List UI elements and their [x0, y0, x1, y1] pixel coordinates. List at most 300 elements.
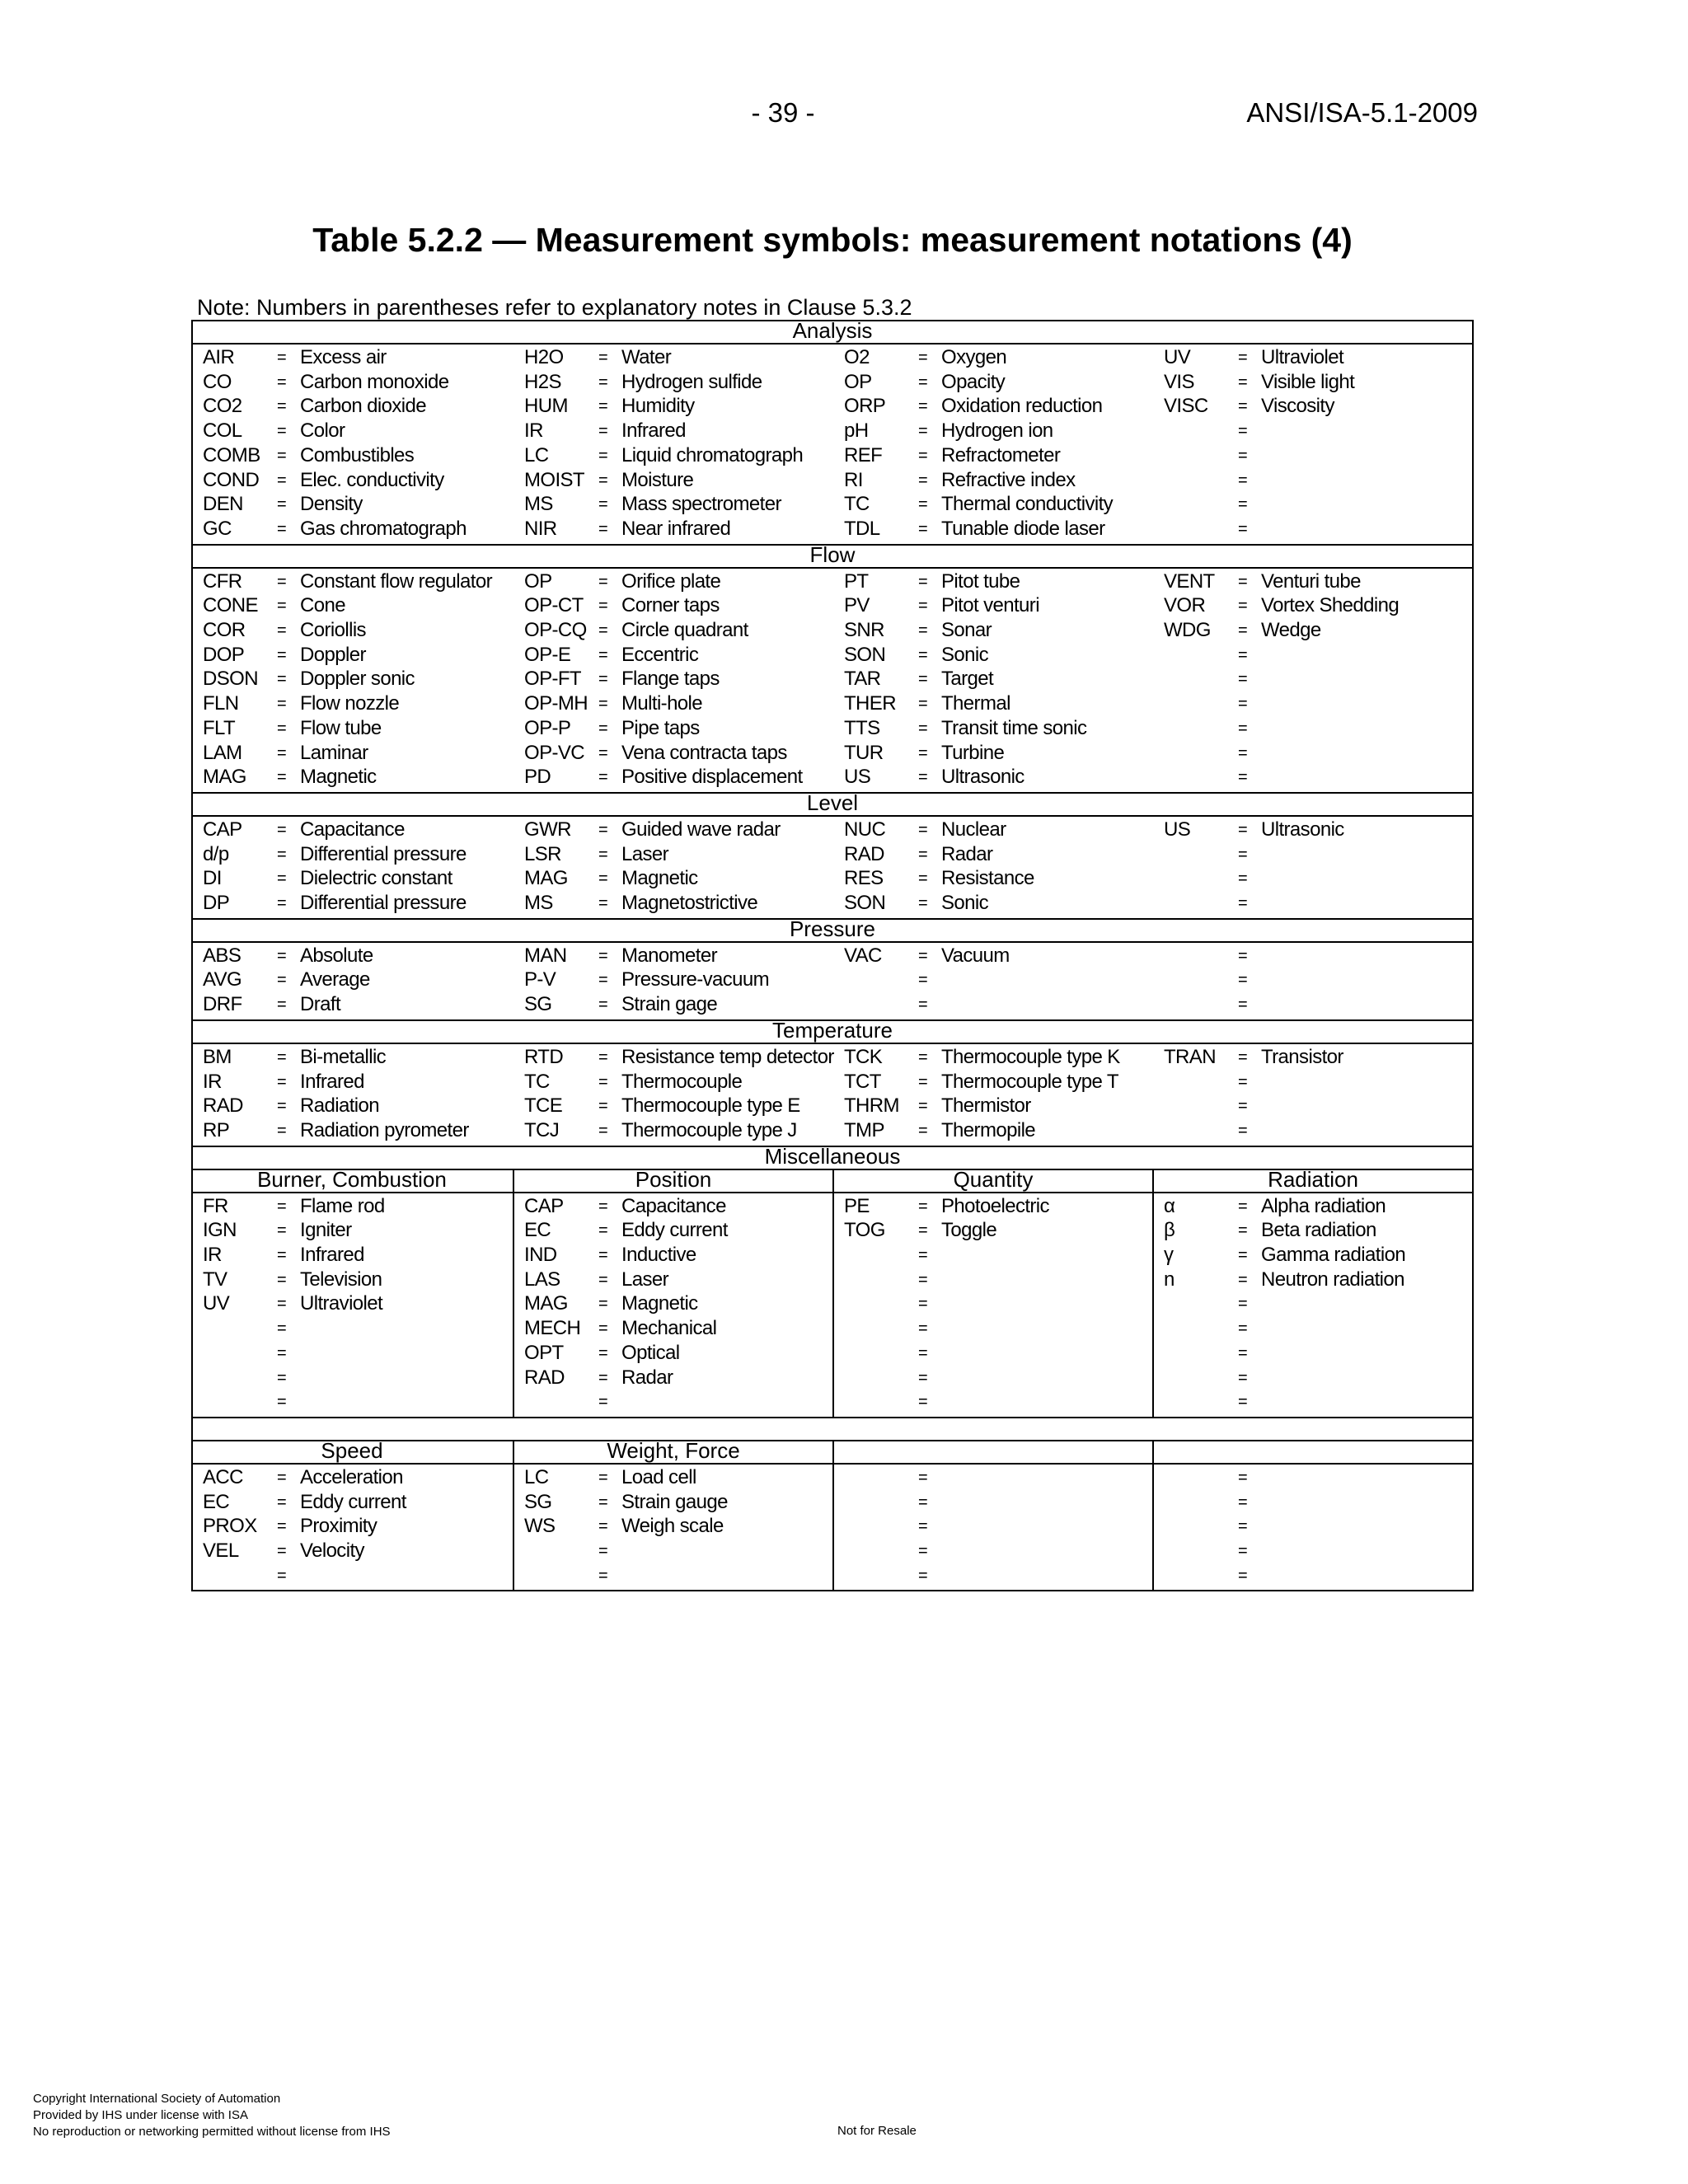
column-divider [513, 1169, 514, 1417]
notation-description: Coriollis [300, 619, 366, 641]
equals-sign: = [918, 695, 928, 714]
notation-abbreviation: PD [524, 766, 551, 789]
notation-abbreviation: TTS [844, 716, 880, 739]
equals-sign: = [1238, 519, 1248, 538]
notation-abbreviation: RTD [524, 1045, 564, 1068]
notation-abbreviation: IGN [203, 1219, 237, 1242]
notation-description: Doppler sonic [300, 668, 415, 691]
notation-description: Visible light [1261, 370, 1355, 393]
equals-sign: = [918, 1221, 928, 1240]
notation-abbreviation: MOIST [524, 468, 584, 491]
equals-sign: = [1238, 1517, 1248, 1536]
notation-abbreviation: MECH [524, 1317, 581, 1340]
notation-abbreviation: TCE [524, 1094, 563, 1118]
notation-description: Magnetic [621, 867, 698, 890]
notation-description: Flow tube [300, 716, 382, 739]
equals-sign: = [277, 645, 287, 664]
equals-sign: = [598, 1221, 608, 1240]
equals-sign: = [277, 1072, 287, 1091]
equals-sign: = [277, 1197, 287, 1216]
notation-description: Pitot tube [941, 569, 1020, 593]
equals-sign: = [1238, 572, 1248, 591]
equals-sign: = [598, 971, 608, 990]
equals-sign: = [1238, 349, 1248, 367]
notation-abbreviation: CAP [203, 818, 242, 841]
notation-abbreviation: CO2 [203, 395, 242, 418]
notation-description: Orifice plate [621, 569, 721, 593]
notation-description: Ultrasonic [1261, 818, 1344, 841]
equals-sign: = [598, 471, 608, 490]
notation-abbreviation: TCK [844, 1045, 883, 1068]
equals-sign: = [598, 519, 608, 538]
equals-sign: = [598, 869, 608, 888]
notation-description: Elec. conductivity [300, 468, 444, 491]
notation-abbreviation: REF [844, 443, 883, 466]
notation-abbreviation: TC [524, 1070, 550, 1093]
section-header: Temperature [772, 1017, 893, 1043]
equals-sign: = [598, 946, 608, 965]
equals-sign: = [277, 946, 287, 965]
equals-sign: = [1238, 1047, 1248, 1066]
notation-abbreviation: MAN [524, 944, 567, 967]
equals-sign: = [1238, 645, 1248, 664]
notation-description: Humidity [621, 395, 695, 418]
equals-sign: = [277, 495, 287, 514]
equals-sign: = [277, 1295, 287, 1314]
notation-abbreviation: IR [203, 1070, 222, 1093]
notation-description: Hydrogen sulfide [621, 370, 762, 393]
equals-sign: = [277, 1270, 287, 1289]
notation-abbreviation: H2S [524, 370, 561, 393]
equals-sign: = [918, 1343, 928, 1362]
equals-sign: = [598, 645, 608, 664]
equals-sign: = [1238, 471, 1248, 490]
notation-description: Radar [621, 1366, 673, 1389]
equals-sign: = [918, 397, 928, 416]
notation-abbreviation: ACC [203, 1465, 243, 1488]
notation-description: Thermocouple type E [621, 1094, 800, 1118]
equals-sign: = [918, 1047, 928, 1066]
equals-sign: = [1238, 1197, 1248, 1216]
equals-sign: = [277, 1097, 287, 1116]
notation-abbreviation: FR [203, 1194, 228, 1217]
equals-sign: = [918, 1393, 928, 1412]
notation-description: Capacitance [300, 818, 405, 841]
notation-description: Circle quadrant [621, 619, 748, 641]
equals-sign: = [918, 373, 928, 391]
notation-description: Differential pressure [300, 892, 467, 914]
notation-description: Strain gage [621, 993, 718, 1016]
equals-sign: = [598, 1072, 608, 1091]
notation-abbreviation: SON [844, 643, 886, 666]
equals-sign: = [277, 621, 287, 640]
notation-abbreviation: VENT [1164, 569, 1215, 593]
equals-sign: = [918, 349, 928, 367]
notation-description: Water [621, 346, 672, 368]
notation-abbreviation: IR [203, 1244, 222, 1266]
equals-sign: = [598, 1493, 608, 1511]
notation-abbreviation: MAG [203, 766, 246, 789]
notation-abbreviation: RES [844, 867, 884, 890]
notation-abbreviation: RAD [524, 1366, 565, 1389]
notation-description: Transistor [1261, 1045, 1343, 1068]
equals-sign: = [1238, 1121, 1248, 1140]
equals-sign: = [1238, 621, 1248, 640]
notation-abbreviation: VIS [1164, 370, 1194, 393]
equals-sign: = [918, 1270, 928, 1289]
notation-abbreviation: TAR [844, 668, 881, 691]
notation-abbreviation: PT [844, 569, 869, 593]
equals-sign: = [277, 1493, 287, 1511]
notation-abbreviation: MAG [524, 1292, 568, 1315]
notation-abbreviation: GC [203, 517, 232, 540]
equals-sign: = [598, 1468, 608, 1487]
notation-abbreviation: COMB [203, 443, 260, 466]
column-divider [832, 1440, 834, 1591]
notation-abbreviation: DEN [203, 493, 243, 516]
notation-description: Near infrared [621, 517, 731, 540]
notation-abbreviation: PE [844, 1194, 870, 1217]
notation-abbreviation: OP [844, 370, 872, 393]
equals-sign: = [277, 845, 287, 864]
notation-description: Combustibles [300, 443, 415, 466]
notation-description: Alpha radiation [1261, 1194, 1386, 1217]
equals-sign: = [918, 845, 928, 864]
equals-sign: = [918, 894, 928, 912]
equals-sign: = [598, 1517, 608, 1536]
notation-description: Capacitance [621, 1194, 726, 1217]
equals-sign: = [918, 971, 928, 990]
notation-description: Thermocouple type K [941, 1045, 1120, 1068]
notation-description: Gamma radiation [1261, 1244, 1406, 1266]
notation-description: Differential pressure [300, 842, 467, 865]
equals-sign: = [277, 519, 287, 538]
notation-table [191, 320, 1474, 1591]
notation-abbreviation: NUC [844, 818, 886, 841]
equals-sign: = [598, 719, 608, 738]
notation-description: Flame rod [300, 1194, 385, 1217]
equals-sign: = [598, 1368, 608, 1387]
notation-description: Resistance [941, 867, 1034, 890]
notation-description: Hydrogen ion [941, 419, 1053, 443]
equals-sign: = [598, 349, 608, 367]
notation-description: Sonic [941, 643, 989, 666]
equals-sign: = [277, 1542, 287, 1560]
copyright-footer [33, 2091, 391, 2140]
notation-abbreviation: SNR [844, 619, 884, 641]
equals-sign: = [918, 495, 928, 514]
notation-abbreviation: CFR [203, 569, 242, 593]
section-header: Level [806, 790, 859, 815]
notation-abbreviation: DSON [203, 668, 258, 691]
equals-sign: = [1238, 1343, 1248, 1362]
notation-abbreviation: OP-VC [524, 741, 585, 764]
notation-abbreviation: WDG [1164, 619, 1211, 641]
equals-sign: = [918, 446, 928, 465]
equals-sign: = [918, 621, 928, 640]
section-header: Analysis [792, 318, 873, 343]
column-divider [1152, 1169, 1154, 1417]
equals-sign: = [918, 768, 928, 787]
equals-sign: = [598, 743, 608, 762]
notation-description: Positive displacement [621, 766, 803, 789]
notation-abbreviation: OP-E [524, 643, 571, 666]
notation-description: Infrared [621, 419, 686, 443]
notation-description: Laser [621, 1268, 669, 1291]
equals-sign: = [1238, 1542, 1248, 1560]
equals-sign: = [277, 1343, 287, 1362]
equals-sign: = [277, 1368, 287, 1387]
notation-description: Sonic [941, 892, 989, 914]
notation-abbreviation: RAD [203, 1094, 243, 1118]
equals-sign: = [598, 572, 608, 591]
equals-sign: = [277, 471, 287, 490]
equals-sign: = [598, 621, 608, 640]
notation-abbreviation: AVG [203, 968, 242, 991]
notation-description: Magnetic [300, 766, 377, 789]
equals-sign: = [598, 397, 608, 416]
not-for-resale-label: Not for Resale [837, 2124, 917, 2138]
notation-abbreviation: RAD [844, 842, 884, 865]
equals-sign: = [277, 996, 287, 1015]
equals-sign: = [277, 1393, 287, 1412]
equals-sign: = [1238, 1221, 1248, 1240]
notation-description: Mechanical [621, 1317, 717, 1340]
standard-reference: ANSI/ISA-5.1-2009 [1246, 97, 1478, 128]
equals-sign: = [1238, 1319, 1248, 1338]
notation-description: Flange taps [621, 668, 720, 691]
notation-abbreviation: NIR [524, 517, 557, 540]
notation-description: Optical [621, 1341, 680, 1364]
equals-sign: = [1238, 495, 1248, 514]
notation-description: Beta radiation [1261, 1219, 1376, 1242]
notation-abbreviation: FLN [203, 692, 239, 715]
equals-sign: = [1238, 946, 1248, 965]
notation-abbreviation: THER [844, 692, 896, 715]
notation-description: Inductive [621, 1244, 696, 1266]
notation-description: Transit time sonic [941, 716, 1087, 739]
notation-abbreviation: BM [203, 1045, 232, 1068]
equals-sign: = [918, 869, 928, 888]
notation-description: Thermopile [941, 1118, 1036, 1141]
notation-description: Eccentric [621, 643, 699, 666]
notation-abbreviation: OPT [524, 1341, 564, 1364]
notation-abbreviation: US [1164, 818, 1191, 841]
notation-description: Manometer [621, 944, 717, 967]
equals-sign: = [277, 572, 287, 591]
notation-description: Velocity [300, 1540, 364, 1562]
equals-sign: = [277, 446, 287, 465]
section-header: Flow [809, 541, 856, 567]
notation-abbreviation: MAG [524, 867, 568, 890]
equals-sign: = [598, 768, 608, 787]
table-border-right [1472, 320, 1474, 1590]
notation-abbreviation: MS [524, 892, 553, 914]
equals-sign: = [1238, 719, 1248, 738]
equals-sign: = [1238, 971, 1248, 990]
notation-abbreviation: ORP [844, 395, 886, 418]
equals-sign: = [918, 1072, 928, 1091]
equals-sign: = [1238, 820, 1248, 839]
subsection-header: Weight, Force [607, 1437, 740, 1463]
notation-abbreviation: TRAN [1164, 1045, 1216, 1068]
footer-line: Provided by IHS under license with ISA [33, 2108, 248, 2122]
equals-sign: = [1238, 695, 1248, 714]
equals-sign: = [598, 1197, 608, 1216]
equals-sign: = [277, 670, 287, 689]
equals-sign: = [1238, 1468, 1248, 1487]
equals-sign: = [598, 1270, 608, 1289]
notation-abbreviation: OP-CT [524, 594, 584, 617]
equals-sign: = [918, 471, 928, 490]
equals-sign: = [1238, 996, 1248, 1015]
equals-sign: = [918, 572, 928, 591]
equals-sign: = [1238, 1072, 1248, 1091]
notation-abbreviation: CO [203, 370, 232, 393]
equals-sign: = [1238, 373, 1248, 391]
equals-sign: = [598, 1246, 608, 1264]
equals-sign: = [1238, 1270, 1248, 1289]
equals-sign: = [598, 422, 608, 441]
equals-sign: = [277, 373, 287, 391]
subsection-header: Quantity [953, 1166, 1034, 1192]
table-note: Note: Numbers in parentheses refer to explanatory notes in Clause 5.3.2 [197, 295, 912, 320]
notation-description: Flow nozzle [300, 692, 400, 715]
notation-description: Gas chromatograph [300, 517, 467, 540]
equals-sign: = [277, 1221, 287, 1240]
row-divider [191, 1043, 1474, 1044]
notation-description: Venturi tube [1261, 569, 1361, 593]
notation-description: Vacuum [941, 944, 1010, 967]
notation-abbreviation: TC [844, 493, 870, 516]
notation-description: Laser [621, 842, 669, 865]
notation-abbreviation: LAS [524, 1268, 560, 1291]
notation-abbreviation: CONE [203, 594, 258, 617]
equals-sign: = [1238, 869, 1248, 888]
notation-abbreviation: UV [1164, 346, 1191, 368]
notation-abbreviation: DOP [203, 643, 245, 666]
equals-sign: = [918, 1517, 928, 1536]
subsection-header: Position [635, 1166, 712, 1192]
notation-description: Thermocouple type T [941, 1070, 1118, 1093]
notation-description: Density [300, 493, 363, 516]
notation-description: Magnetic [621, 1292, 698, 1315]
notation-description: Guided wave radar [621, 818, 781, 841]
equals-sign: = [918, 719, 928, 738]
equals-sign: = [277, 397, 287, 416]
notation-description: Thermistor [941, 1094, 1031, 1118]
equals-sign: = [918, 1468, 928, 1487]
equals-sign: = [1238, 1393, 1248, 1412]
notation-abbreviation: VOR [1164, 594, 1206, 617]
notation-abbreviation: TCJ [524, 1118, 560, 1141]
notation-abbreviation: LAM [203, 741, 242, 764]
equals-sign: = [277, 768, 287, 787]
notation-description: Opacity [941, 370, 1006, 393]
notation-abbreviation: PV [844, 594, 870, 617]
notation-description: Oxidation reduction [941, 395, 1103, 418]
notation-abbreviation: TV [203, 1268, 227, 1291]
notation-description: Thermocouple [621, 1070, 743, 1093]
notation-abbreviation: LC [524, 1465, 549, 1488]
equals-sign: = [598, 845, 608, 864]
notation-abbreviation: FLT [203, 716, 236, 739]
column-divider [513, 1440, 514, 1591]
equals-sign: = [918, 1121, 928, 1140]
notation-description: Dielectric constant [300, 867, 452, 890]
notation-description: Liquid chromatograph [621, 443, 804, 466]
notation-abbreviation: P-V [524, 968, 556, 991]
notation-description: Radar [941, 842, 993, 865]
notation-description: Viscosity [1261, 395, 1334, 418]
notation-description: Thermal [941, 692, 1010, 715]
equals-sign: = [277, 1468, 287, 1487]
notation-description: Constant flow regulator [300, 569, 492, 593]
equals-sign: = [598, 1343, 608, 1362]
equals-sign: = [598, 495, 608, 514]
footer-line: Copyright International Society of Automation [33, 2092, 281, 2106]
notation-abbreviation: COR [203, 619, 246, 641]
notation-description: Refractometer [941, 443, 1061, 466]
equals-sign: = [598, 1047, 608, 1066]
notation-description: Target [941, 668, 994, 691]
equals-sign: = [1238, 446, 1248, 465]
equals-sign: = [1238, 845, 1248, 864]
equals-sign: = [598, 1393, 608, 1412]
table-border-left [191, 320, 193, 1590]
equals-sign: = [918, 996, 928, 1015]
equals-sign: = [1238, 397, 1248, 416]
notation-description: Wedge [1261, 619, 1321, 641]
notation-abbreviation: OP-P [524, 716, 571, 739]
notation-abbreviation: SG [524, 993, 552, 1016]
notation-description: Television [300, 1268, 382, 1291]
notation-description: Absolute [300, 944, 373, 967]
notation-abbreviation: WS [524, 1515, 556, 1538]
notation-abbreviation: SG [524, 1490, 552, 1513]
equals-sign: = [1238, 768, 1248, 787]
notation-abbreviation: COND [203, 468, 260, 491]
notation-abbreviation: RP [203, 1118, 230, 1141]
notation-description: Draft [300, 993, 341, 1016]
equals-sign: = [918, 1246, 928, 1264]
notation-abbreviation: CAP [524, 1194, 564, 1217]
notation-description: Ultrasonic [941, 766, 1025, 789]
notation-abbreviation: AIR [203, 346, 235, 368]
table-title: Table 5.2.2 — Measurement symbols: measurement notations (4) [312, 221, 1353, 259]
equals-sign: = [598, 1295, 608, 1314]
notation-abbreviation: ABS [203, 944, 241, 967]
equals-sign: = [918, 820, 928, 839]
notation-description: Vortex Shedding [1261, 594, 1400, 617]
notation-description: Doppler [300, 643, 366, 666]
equals-sign: = [918, 1097, 928, 1116]
subsection-header [832, 1440, 1154, 1462]
equals-sign: = [277, 894, 287, 912]
equals-sign: = [277, 1121, 287, 1140]
equals-sign: = [598, 670, 608, 689]
row-divider [191, 343, 1474, 344]
notation-abbreviation: THRM [844, 1094, 899, 1118]
notation-abbreviation: RI [844, 468, 863, 491]
equals-sign: = [277, 349, 287, 367]
subsection-header: Radiation [1268, 1166, 1358, 1192]
notation-description: Bi-metallic [300, 1045, 387, 1068]
notation-abbreviation: US [844, 766, 871, 789]
notation-description: Resistance temp detector [621, 1045, 834, 1068]
section-header [191, 1417, 1474, 1439]
notation-abbreviation: VAC [844, 944, 882, 967]
